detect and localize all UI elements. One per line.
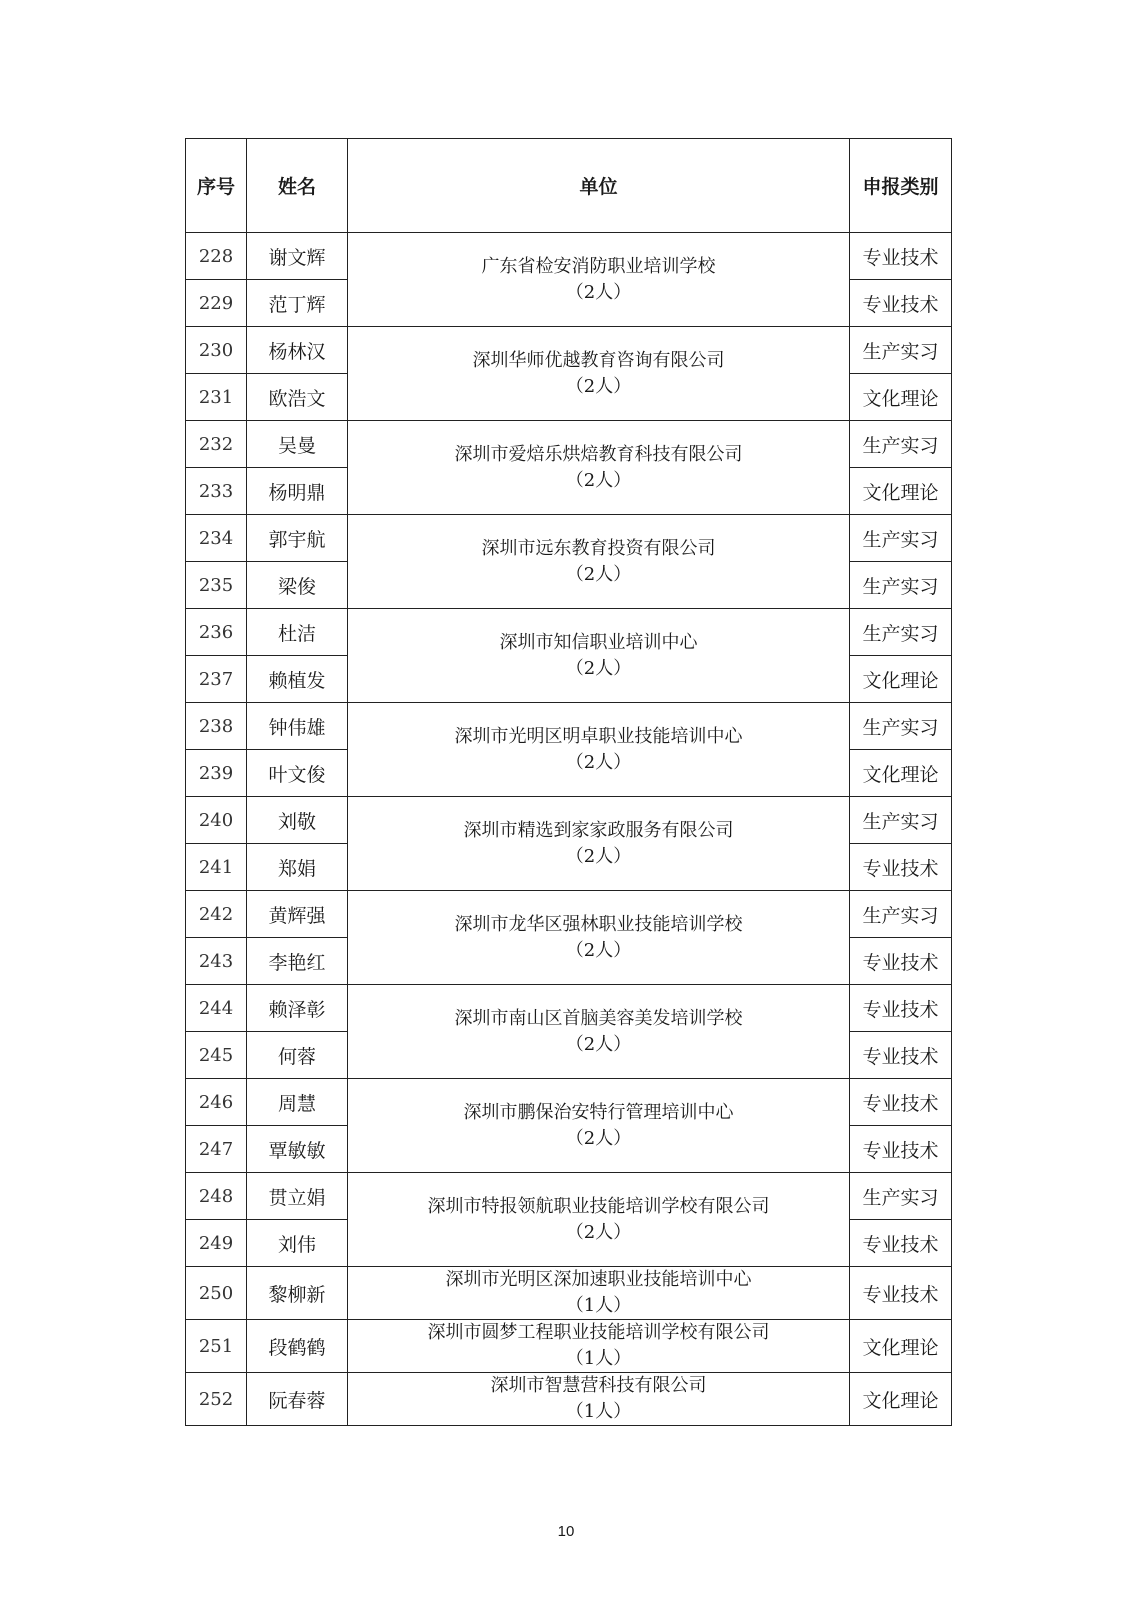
unit-cell bbox=[348, 1373, 850, 1426]
application-category: 专业技术 bbox=[850, 1126, 952, 1173]
table-row bbox=[186, 1320, 952, 1373]
unit-count: （2人） bbox=[565, 281, 632, 303]
application-category: 生产实习 bbox=[850, 891, 952, 938]
application-category: 生产实习 bbox=[850, 421, 952, 468]
application-category: 生产实习 bbox=[850, 703, 952, 750]
row-number: 249 bbox=[186, 1220, 247, 1267]
applicant-name: 范丁辉 bbox=[247, 280, 348, 327]
application-category: 专业技术 bbox=[850, 985, 952, 1032]
applicant-name: 梁俊 bbox=[247, 562, 348, 609]
applicant-name: 钟伟雄 bbox=[247, 703, 348, 750]
application-category: 文化理论 bbox=[850, 468, 952, 515]
row-number: 242 bbox=[186, 891, 247, 938]
applicant-name: 杨林汉 bbox=[247, 327, 348, 374]
unit-name: 深圳市光明区深加速职业技能培训中心 bbox=[445, 1269, 752, 1290]
application-category: 专业技术 bbox=[850, 233, 952, 280]
table-row bbox=[186, 1173, 952, 1220]
unit-count: （1人） bbox=[565, 1295, 632, 1316]
unit-cell bbox=[348, 891, 850, 985]
application-category: 生产实习 bbox=[850, 1173, 952, 1220]
header-num: 序号 bbox=[186, 139, 247, 233]
row-number: 246 bbox=[186, 1079, 247, 1126]
row-number: 239 bbox=[186, 750, 247, 797]
page-number: 10 bbox=[557, 1523, 575, 1540]
application-category: 文化理论 bbox=[850, 374, 952, 421]
unit-name: 深圳市圆梦工程职业技能培训学校有限公司 bbox=[427, 1322, 770, 1343]
unit-cell bbox=[348, 1079, 850, 1173]
unit-count: （2人） bbox=[565, 375, 632, 397]
row-number: 250 bbox=[186, 1267, 247, 1320]
table-row bbox=[186, 797, 952, 844]
row-number: 247 bbox=[186, 1126, 247, 1173]
applicant-name: 黎柳新 bbox=[247, 1267, 348, 1320]
application-category: 专业技术 bbox=[850, 1220, 952, 1267]
application-category: 生产实习 bbox=[850, 797, 952, 844]
row-number: 241 bbox=[186, 844, 247, 891]
table-row bbox=[186, 703, 952, 750]
applicant-name: 何蓉 bbox=[247, 1032, 348, 1079]
application-category: 专业技术 bbox=[850, 1079, 952, 1126]
unit-name: 深圳市精选到家家政服务有限公司 bbox=[463, 819, 734, 841]
table-row bbox=[186, 609, 952, 656]
unit-cell bbox=[348, 1320, 850, 1373]
header-category: 申报类别 bbox=[850, 139, 952, 233]
table-row bbox=[186, 1373, 952, 1426]
row-number: 240 bbox=[186, 797, 247, 844]
application-category: 文化理论 bbox=[850, 1373, 952, 1426]
row-number: 232 bbox=[186, 421, 247, 468]
row-number: 230 bbox=[186, 327, 247, 374]
applicant-name: 谢文辉 bbox=[247, 233, 348, 280]
unit-count: （2人） bbox=[565, 939, 632, 961]
application-category: 专业技术 bbox=[850, 1267, 952, 1320]
unit-name: 深圳市知信职业培训中心 bbox=[499, 631, 698, 653]
row-number: 244 bbox=[186, 985, 247, 1032]
applicant-name: 赖植发 bbox=[247, 656, 348, 703]
application-category: 生产实习 bbox=[850, 562, 952, 609]
applicant-name: 郑娟 bbox=[247, 844, 348, 891]
applicant-name: 刘敬 bbox=[247, 797, 348, 844]
unit-name: 深圳市南山区首脑美容美发培训学校 bbox=[454, 1007, 743, 1029]
unit-cell bbox=[348, 327, 850, 421]
unit-count: （2人） bbox=[565, 1127, 632, 1149]
table-body bbox=[186, 233, 952, 1426]
row-number: 243 bbox=[186, 938, 247, 985]
applicant-name: 郭宇航 bbox=[247, 515, 348, 562]
unit-cell bbox=[348, 703, 850, 797]
unit-name: 深圳市远东教育投资有限公司 bbox=[481, 537, 716, 559]
applicant-name: 赖泽彰 bbox=[247, 985, 348, 1032]
row-number: 234 bbox=[186, 515, 247, 562]
application-category: 生产实习 bbox=[850, 327, 952, 374]
row-number: 231 bbox=[186, 374, 247, 421]
applicant-name: 李艳红 bbox=[247, 938, 348, 985]
unit-count: （2人） bbox=[565, 1221, 632, 1243]
row-number: 251 bbox=[186, 1320, 247, 1373]
applicant-name: 吴曼 bbox=[247, 421, 348, 468]
header-row bbox=[186, 139, 952, 233]
table-row bbox=[186, 891, 952, 938]
application-category: 文化理论 bbox=[850, 656, 952, 703]
unit-cell bbox=[348, 1173, 850, 1267]
unit-cell bbox=[348, 985, 850, 1079]
unit-name: 深圳市智慧营科技有限公司 bbox=[490, 1375, 707, 1396]
unit-count: （2人） bbox=[565, 657, 632, 679]
unit-count: （2人） bbox=[565, 563, 632, 585]
unit-name: 深圳华师优越教育咨询有限公司 bbox=[472, 349, 725, 371]
applicant-name: 周慧 bbox=[247, 1079, 348, 1126]
unit-name: 深圳市特报领航职业技能培训学校有限公司 bbox=[427, 1195, 770, 1217]
applicant-name: 贯立娟 bbox=[247, 1173, 348, 1220]
header-name: 姓名 bbox=[247, 139, 348, 233]
application-category: 生产实习 bbox=[850, 515, 952, 562]
applicant-name: 覃敏敏 bbox=[247, 1126, 348, 1173]
table-row bbox=[186, 1267, 952, 1320]
unit-name: 深圳市爱焙乐烘焙教育科技有限公司 bbox=[454, 443, 743, 465]
unit-name: 广东省检安消防职业培训学校 bbox=[481, 255, 716, 277]
table-row bbox=[186, 327, 952, 374]
application-category: 文化理论 bbox=[850, 1320, 952, 1373]
unit-cell bbox=[348, 1267, 850, 1320]
table-row bbox=[186, 233, 952, 280]
row-number: 229 bbox=[186, 280, 247, 327]
table-row bbox=[186, 985, 952, 1032]
applicant-name: 段鹤鹤 bbox=[247, 1320, 348, 1373]
unit-name: 深圳市龙华区强林职业技能培训学校 bbox=[454, 913, 743, 935]
row-number: 228 bbox=[186, 233, 247, 280]
unit-count: （2人） bbox=[565, 469, 632, 491]
row-number: 235 bbox=[186, 562, 247, 609]
table-row bbox=[186, 421, 952, 468]
applicant-name: 叶文俊 bbox=[247, 750, 348, 797]
applicant-name: 阮春蓉 bbox=[247, 1373, 348, 1426]
applicant-name: 黄辉强 bbox=[247, 891, 348, 938]
unit-cell bbox=[348, 609, 850, 703]
application-category: 专业技术 bbox=[850, 280, 952, 327]
application-category: 专业技术 bbox=[850, 938, 952, 985]
applicant-name: 刘伟 bbox=[247, 1220, 348, 1267]
row-number: 252 bbox=[186, 1373, 247, 1426]
table-row bbox=[186, 515, 952, 562]
row-number: 245 bbox=[186, 1032, 247, 1079]
unit-name: 深圳市光明区明卓职业技能培训中心 bbox=[454, 725, 743, 747]
row-number: 237 bbox=[186, 656, 247, 703]
unit-count: （2人） bbox=[565, 1033, 632, 1055]
applicant-table bbox=[185, 138, 952, 1426]
application-category: 文化理论 bbox=[850, 750, 952, 797]
unit-count: （2人） bbox=[565, 751, 632, 773]
unit-cell bbox=[348, 515, 850, 609]
unit-count: （2人） bbox=[565, 845, 632, 867]
header-unit: 单位 bbox=[348, 139, 850, 233]
row-number: 236 bbox=[186, 609, 247, 656]
application-category: 生产实习 bbox=[850, 609, 952, 656]
row-number: 248 bbox=[186, 1173, 247, 1220]
applicant-name: 杨明鼎 bbox=[247, 468, 348, 515]
unit-cell bbox=[348, 421, 850, 515]
unit-count: （1人） bbox=[565, 1401, 632, 1422]
row-number: 233 bbox=[186, 468, 247, 515]
applicant-name: 欧浩文 bbox=[247, 374, 348, 421]
unit-name: 深圳市鹏保治安特行管理培训中心 bbox=[463, 1101, 734, 1123]
table-row bbox=[186, 1079, 952, 1126]
unit-count: （1人） bbox=[565, 1348, 632, 1369]
application-category: 专业技术 bbox=[850, 1032, 952, 1079]
application-category: 专业技术 bbox=[850, 844, 952, 891]
row-number: 238 bbox=[186, 703, 247, 750]
unit-cell bbox=[348, 797, 850, 891]
unit-cell bbox=[348, 233, 850, 327]
applicant-name: 杜洁 bbox=[247, 609, 348, 656]
